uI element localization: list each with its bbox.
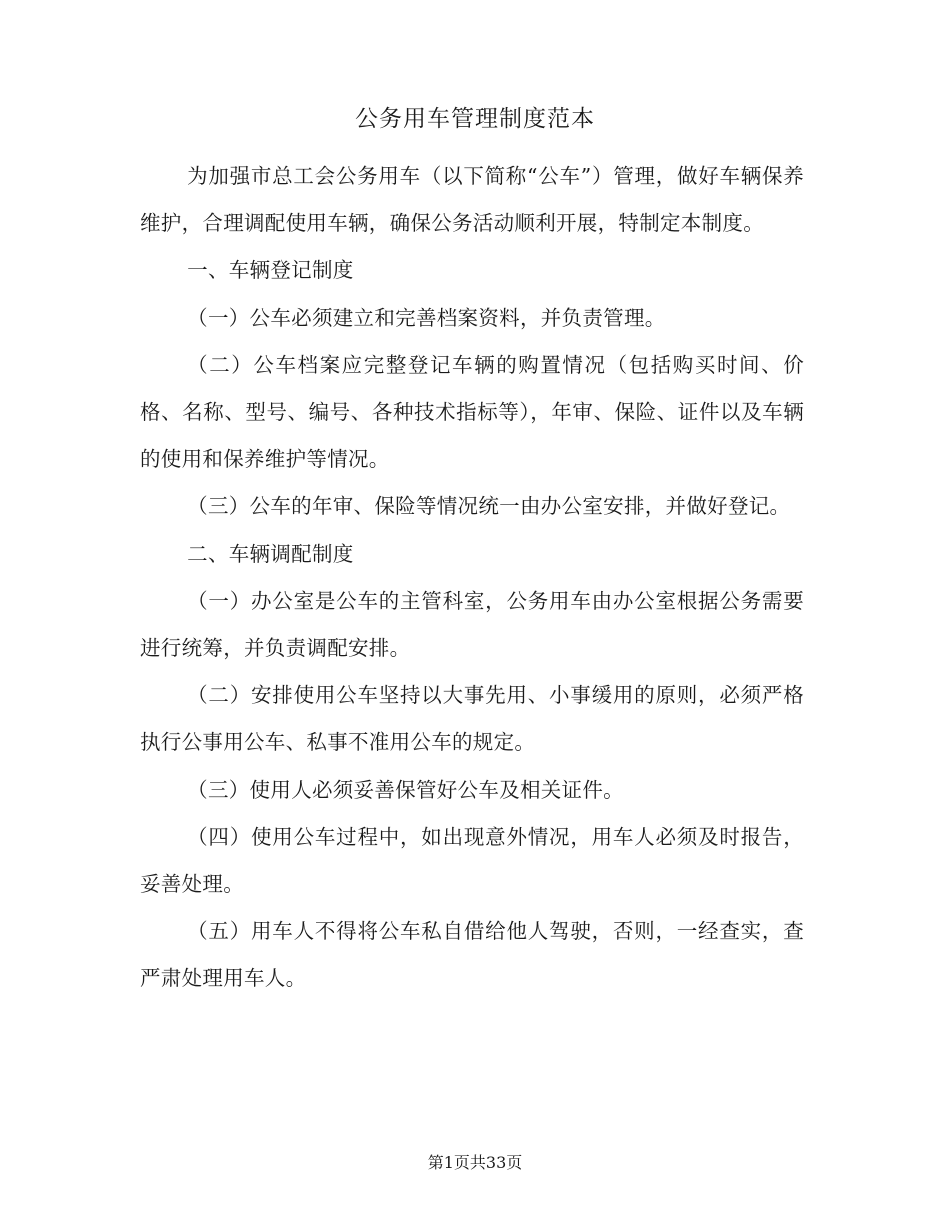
clause-paragraph: （四）使用公车过程中，如出现意外情况，用车人必须及时报告，妥善处理。 (140, 824, 804, 897)
page-number-footer: 第1页共33页 (427, 1153, 523, 1172)
clause-paragraph: （五）用车人不得将公车私自借给他人驾驶，否则，一经查实，查严肃处理用车人。 (140, 919, 804, 991)
clause-paragraph: （二）公车档案应完整登记车辆的购置情况（包括购买时间、价格、名称、型号、编号、各种技术指标等），年审、保险、证件以及车辆的使用和保养维护等情况。 (140, 352, 804, 472)
section-heading-registration: 一、车辆登记制度 (187, 258, 354, 283)
clause-paragraph: （三）公车的年审、保险等情况统一由办公室安排，并做好登记。 (187, 494, 791, 519)
intro-paragraph: 为加强市总工会公务用车（以下简称“公车”）管理，做好车辆保养维护，合理调配使用车辆，确保公务活动顺利开展，特制定本制度。 (140, 164, 804, 236)
clause-paragraph: （一）办公室是公车的主管科室，公务用车由办公室根据公务需要进行统筹，并负责调配安排。 (140, 588, 804, 661)
document-title: 公务用车管理制度范本 (355, 106, 595, 132)
document-body (140, 153, 804, 1003)
clause-paragraph: （三）使用人必须妥善保管好公车及相关证件。 (187, 777, 624, 802)
section-heading-dispatch: 二、车辆调配制度 (187, 541, 354, 566)
clause-paragraph: （二）安排使用公车坚持以大事先用、小事缓用的原则，必须严格执行公事用公车、私事不准用公车的规定。 (140, 683, 804, 755)
clause-paragraph: （一）公车必须建立和完善档案资料，并负责管理。 (187, 305, 666, 330)
